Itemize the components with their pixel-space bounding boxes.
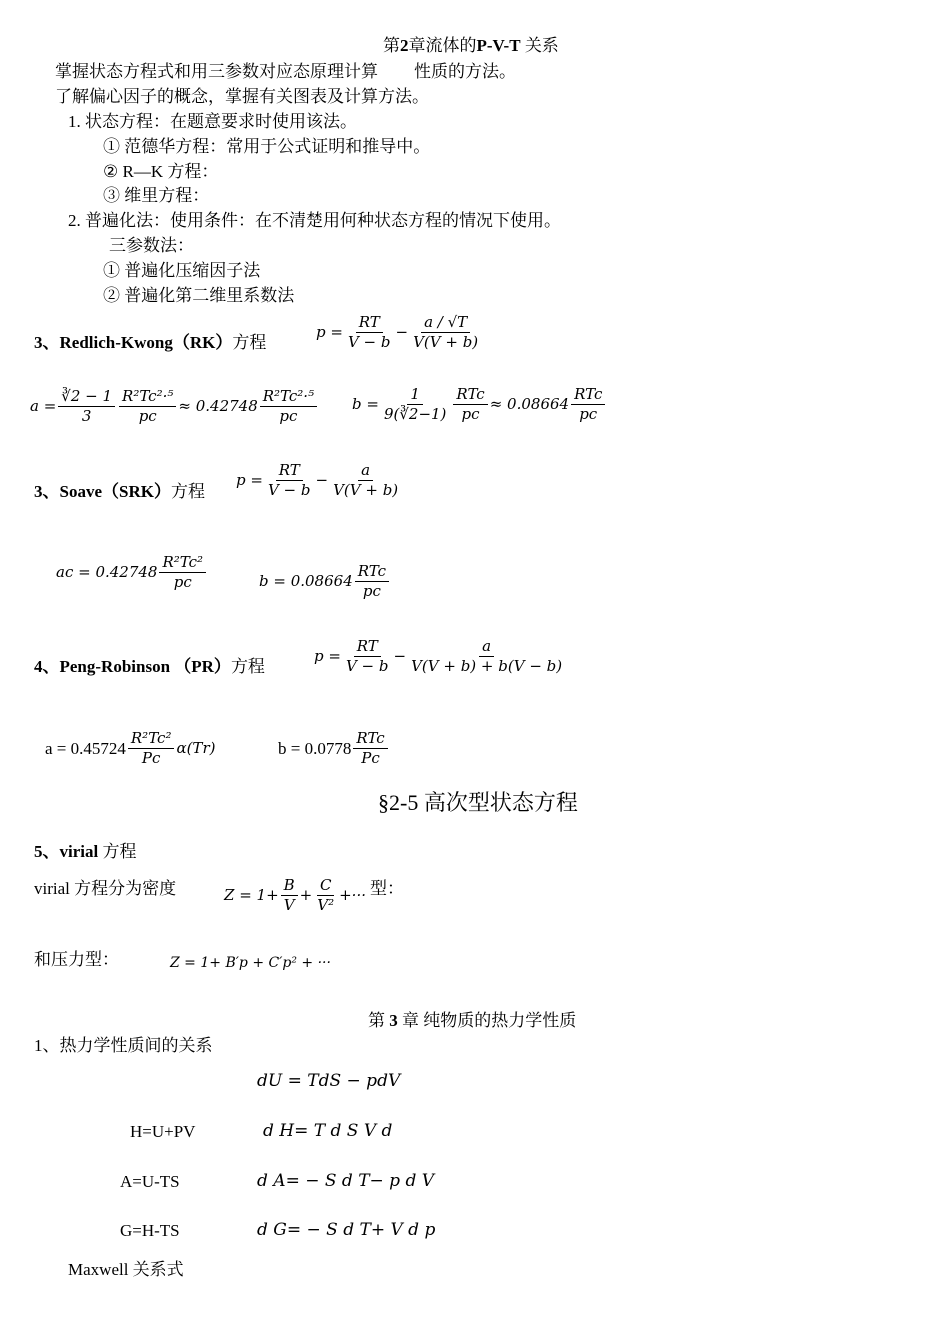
rk-a-equation: a = $\frac{∛2 - 1}{3}$ $\frac{\text{R²Tc²·⁵}}{pc}$ ≈ 0.42748 $\frac{\text{R²Tc²·⁵}}{pc}$ [30,388,319,426]
eq-dh: d H= T d S V d [263,1121,393,1141]
objective-line-1: 掌握状态方程式和用三参数对应态原理计算 性质的方法。 [55,62,516,81]
chapter3-title: 第 3 章 纯物质的热力学性质 [368,1011,577,1030]
a-definition: A=U-TS [120,1172,180,1191]
virial-density-text: virial 方程分为密度 [34,879,177,898]
list-subitem-virial: ③ 维里方程： [103,186,210,205]
eq-du: dU = TdS − pdV [257,1071,401,1091]
list-subitem-compressibility: ① 普遍化压缩因子法 [103,261,261,280]
srk-b-equation: b = 0.08664 $\frac{\text{RTc}}{pc}$ [259,563,391,601]
rk-equation: p = $\frac{RT}{V - b}$ − $\frac{a / √T}{V(V + b)}$ [316,313,479,352]
pr-a-equation: a = 0.45724 $\frac{\text{R²Tc²}}{Pc}$ α(Tr) [45,729,216,768]
h-definition: H=U+PV [130,1122,196,1141]
virial-density-type: 型： [370,879,404,898]
g-definition: G=H-TS [120,1221,180,1240]
chapter2-title: 第2章流体的P-V-T 关系 [383,36,559,55]
virial-pressure-equation: Z = 1+ B′p + C′p² + ··· [170,955,331,971]
list-subitem-second-virial: ② 普遍化第二维里系数法 [103,286,295,305]
virial-heading: 5、virial 方程 [34,842,137,861]
eq-dg: d G= − S d T+ V d p [257,1220,436,1240]
eq-da: d A= − S d T− p d V [257,1171,435,1191]
section-title: §2-5 高次型状态方程 [378,790,578,815]
three-param-label: 三参数法： [109,236,194,255]
list-item-eos: 1. 状态方程：在题意要求时使用该法。 [68,112,357,131]
list-item-generalized: 2. 普遍化法：使用条件：在不清楚用何种状态方程的情况下使用。 [68,211,561,230]
list-subitem-vdw: ① 范德华方程：常用于公式证明和推导中。 [103,137,431,156]
virial-pressure-text: 和压力型： [34,950,119,969]
list-subitem-rk: ② R—K 方程： [103,162,219,181]
srk-equation: p = $\frac{RT}{V - b}$ − $\frac{a}{V(V + b)}$ [236,461,399,500]
rk-b-equation: b = $\frac{1}{9(∛2-1)}$ $\frac{\text{RTc}}{pc}$ ≈ 0.08664 $\frac{\text{RTc}}{pc}$ [352,386,607,424]
maxwell-heading: Maxwell 关系式 [68,1260,184,1279]
pr-equation: p = $\frac{RT}{V - b}$ − $\frac{a}{V(V + b) + b(V - b)}$ [314,637,563,676]
objective-line-2: 了解偏心因子的概念，掌握有关图表及计算方法。 [55,87,429,106]
srk-ac-equation: ac = 0.42748 $\frac{\text{R²Tc²}}{pc}$ [56,554,208,592]
rk-heading: 3、Redlich-Kwong（RK）方程 [34,333,267,352]
chapter3-item-1: 1、热力学性质间的关系 [34,1036,213,1055]
pr-b-equation: b = 0.0778 $\frac{\text{RTc}}{Pc}$ [278,730,390,768]
srk-heading: 3、Soave（SRK）方程 [34,482,205,501]
virial-density-equation: Z = 1+ $\frac{B}{V}$ + $\frac{C}{\text{V²}}$ +··· [224,876,366,915]
pr-heading: 4、Peng-Robinson （PR）方程 [34,657,265,676]
